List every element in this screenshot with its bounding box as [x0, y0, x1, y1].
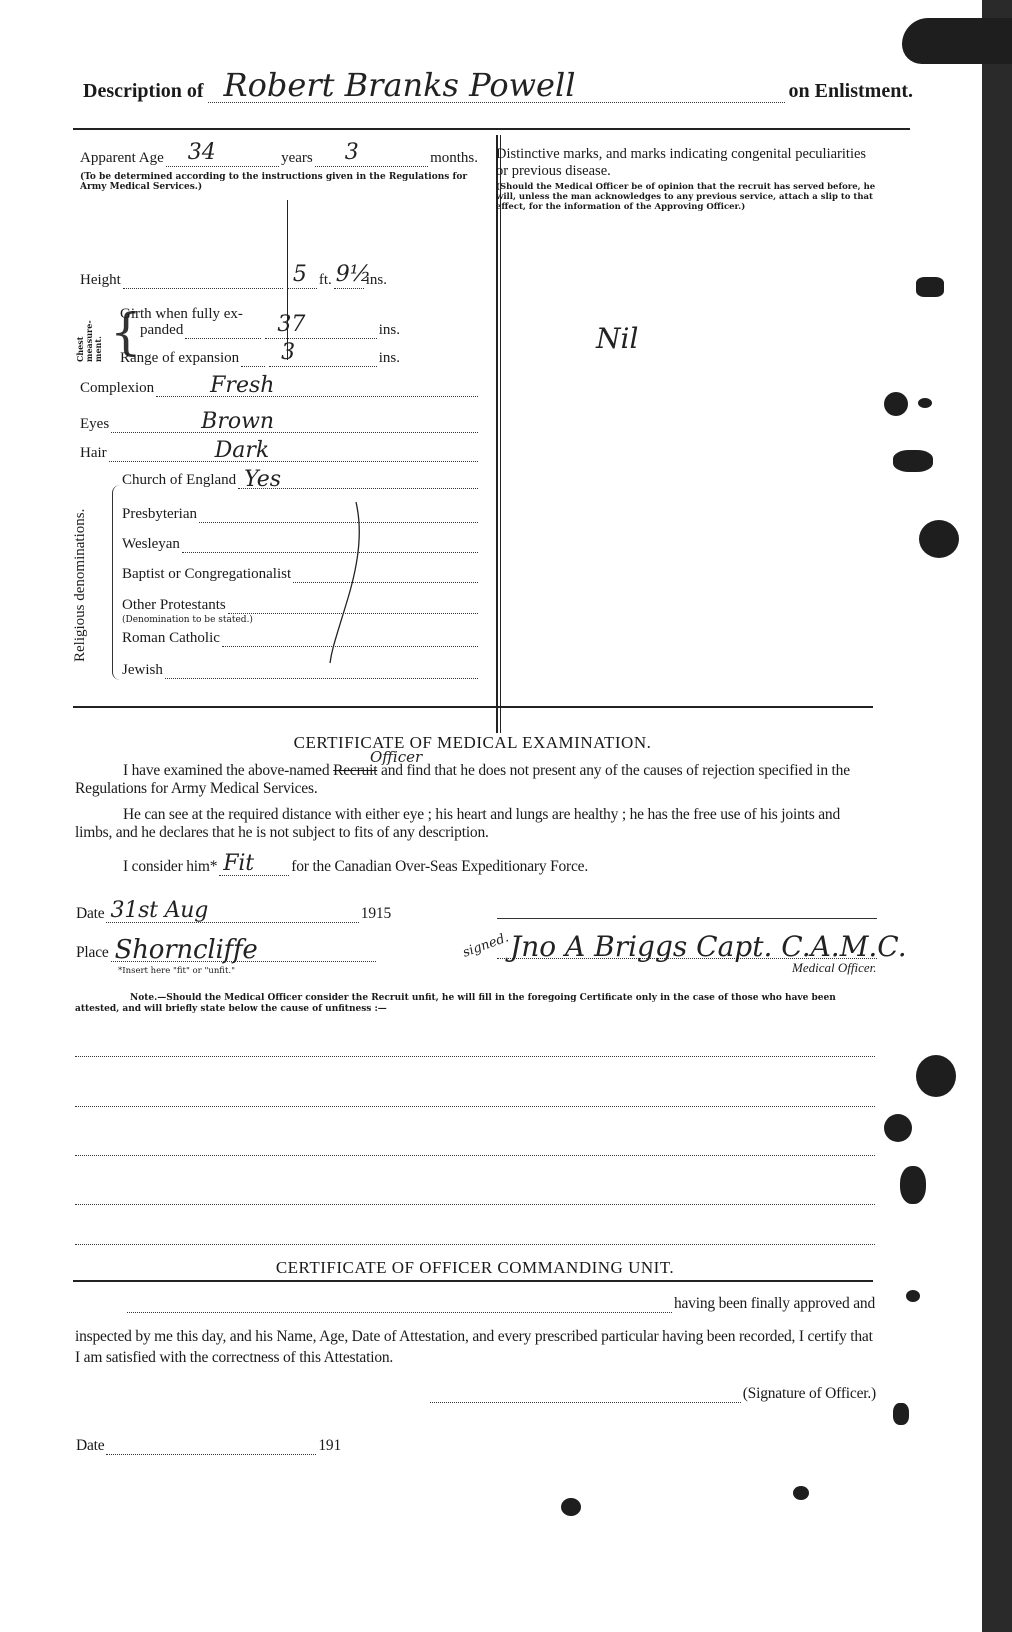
age-instruction-note: (To be determined according to the instructions given in the Regulations for Army Medical Services.): [80, 172, 468, 192]
eyes-value: Brown: [201, 409, 275, 434]
range-ins-label: ins.: [378, 350, 400, 366]
ink-blot: [919, 520, 959, 558]
exam-place-row: [76, 935, 378, 965]
fitness-row: [123, 851, 743, 876]
column-divider-inner: [500, 135, 501, 733]
unfit-note: Note.—Should the Medical Officer consider the Recruit unfit, he will fill in the foregoing Certificate only in the case of those who have been attested, and will briefly state below the cause of unfitness :—: [75, 993, 836, 1014]
signature-line-upper: [497, 918, 877, 919]
inserted-word: Officer: [370, 748, 423, 766]
exam-place-value: Shorncliffe: [114, 935, 258, 965]
religion-side-label: Religious denominations.: [72, 508, 88, 662]
height-ins-field: [334, 262, 372, 289]
complexion-field: [156, 373, 478, 398]
insert-fit-note: *Insert here "fit" or "unfit.": [118, 966, 235, 976]
para1-end: and find that he does not present any of the causes of rejection specified in the Regulations for Army Medical Services.: [75, 762, 850, 797]
medical-para-2: He can see at the required distance with either eye ; his heart and lungs are healthy ; he has the free use of his joints and limbs, and he declares that he is not subject to fits of any description.: [75, 806, 841, 841]
complexion-label: Complexion: [80, 380, 155, 396]
eyes-row: [80, 409, 480, 434]
ink-blot: [900, 1166, 926, 1204]
ink-blot: [916, 277, 944, 297]
medical-para-1: [75, 762, 875, 798]
religion-other-note: (Denomination to be stated.): [122, 615, 253, 625]
girth-label-1: Girth when fully ex-: [120, 306, 243, 322]
ink-blot: [884, 392, 908, 416]
apparent-age-row: [80, 140, 479, 167]
girth-ins-label: ins.: [378, 322, 400, 338]
commanding-cert-title: CERTIFICATE OF OFFICER COMMANDING UNIT.: [275, 1258, 675, 1277]
girth-value: 37: [277, 312, 306, 337]
hair-row: [80, 438, 480, 463]
religion-wesleyan: [122, 536, 480, 553]
exam-date-label: Date: [76, 905, 105, 922]
religion-church-of-england: [122, 467, 480, 492]
fitness-value: Fit: [223, 851, 254, 876]
range-field: [269, 340, 377, 367]
section-divider: [73, 706, 873, 708]
apparent-age-label: Apparent Age: [80, 150, 164, 166]
commanding-date-label: Date: [76, 1437, 105, 1454]
girth-label-2: panded: [140, 322, 184, 338]
officer-signature-label: (Signature of Officer.): [742, 1385, 876, 1402]
name-field: [208, 66, 785, 104]
approved-name-field: [127, 1298, 672, 1313]
exam-date-field: [106, 898, 358, 923]
height-ft-value: 5: [292, 262, 307, 287]
religion-label: Church of England: [122, 472, 237, 488]
unfitness-line-1: [75, 1056, 875, 1057]
complexion-row: [80, 373, 480, 398]
unfitness-line-2: [75, 1106, 875, 1107]
section-divider-2: [73, 1280, 873, 1282]
range-label: Range of expansion: [120, 350, 240, 366]
religion-value: Yes: [244, 467, 282, 492]
hair-label: Hair: [80, 445, 107, 461]
unfitness-line-5: [75, 1244, 875, 1245]
years-label: years: [281, 150, 313, 166]
ink-blot: [884, 1114, 912, 1142]
range-row: [120, 340, 400, 367]
months-label: months.: [430, 150, 479, 166]
marks-note: (Should the Medical Officer be of opinion that the recruit has served before, he will, unless the man acknowledges to any previous service, attach a slip to that effect, for the information of the Approving Officer.): [496, 182, 876, 212]
age-months-value: 3: [344, 140, 359, 165]
exam-year: 1915: [360, 905, 391, 922]
scan-edge-strip: [982, 0, 1012, 1632]
medical-officer-signature: Jno A Briggs Capt. C.A.M.C.: [510, 930, 907, 963]
chest-measurement-label: Chest measure-ment.: [75, 320, 103, 362]
officer-signature-row: [428, 1385, 876, 1403]
medical-cert-title: CERTIFICATE OF MEDICAL EXAMINATION.: [293, 733, 652, 752]
marks-title: Distinctive marks, and marks indicating congenital peculiarities or previous disease.: [496, 146, 867, 179]
approved-row: [125, 1295, 875, 1313]
religion-other-protestants: [122, 597, 480, 614]
religion-label: Roman Catholic: [122, 630, 220, 646]
complexion-value: Fresh: [210, 373, 275, 398]
para1-start: I have examined the above-named: [123, 762, 330, 779]
hair-value: Dark: [214, 438, 270, 463]
ins-label: ins.: [365, 272, 388, 288]
ink-blot: [906, 1290, 920, 1302]
exam-place-field: [111, 935, 376, 965]
officer-signature-field: [430, 1388, 741, 1403]
hair-field: [109, 438, 478, 463]
header-suffix: on Enlistment.: [788, 80, 913, 102]
ink-blot: [916, 1055, 956, 1097]
unfitness-line-3: [75, 1155, 875, 1156]
commanding-year: 191: [318, 1437, 341, 1454]
range-value: 3: [281, 340, 296, 365]
girth-field: [265, 312, 376, 339]
exam-date-value: 31st Aug: [110, 898, 209, 923]
header-prefix: Description of: [83, 80, 204, 102]
scan-blot: [902, 18, 1012, 64]
recruit-name: Robert Branks Powell: [223, 66, 576, 104]
religion-roman-catholic: [122, 630, 480, 647]
ink-blot: [918, 398, 932, 408]
marks-value: Nil: [596, 322, 639, 355]
religion-label: Jewish: [122, 662, 163, 678]
eyes-field: [111, 409, 478, 434]
consider-label: I consider him*: [123, 858, 218, 875]
exam-date-row: [76, 898, 391, 923]
ink-blot: [793, 1486, 809, 1500]
age-months-field: [315, 140, 428, 167]
height-row: [80, 262, 430, 289]
column-divider: [496, 135, 498, 733]
eyes-label: Eyes: [80, 416, 110, 432]
ink-blot: [561, 1498, 581, 1516]
ft-label: ft.: [318, 272, 332, 288]
religion-field: [238, 467, 478, 492]
medical-officer-label: Medical Officer.: [792, 960, 877, 975]
religion-label: Baptist or Congregationalist: [122, 566, 292, 582]
age-years-field: [166, 140, 279, 167]
signed-prefix: signed.: [460, 930, 511, 961]
religion-baptist: [122, 566, 480, 583]
struck-word: Recruit: [333, 762, 378, 779]
religion-label: Other Protestants: [122, 597, 226, 613]
height-ft-field: [287, 262, 317, 289]
religion-label: Presbyterian: [122, 506, 197, 522]
commanding-date-field: [106, 1440, 316, 1455]
religion-brace: [112, 485, 121, 680]
height-label: Height: [80, 272, 121, 288]
age-years-value: 34: [187, 140, 216, 165]
religion-jewish: [122, 662, 480, 679]
ink-blot: [893, 1403, 909, 1425]
document-header: [83, 66, 913, 104]
commanding-para: inspected by me this day, and his Name, Age, Date of Attestation, and every prescribed particular having been recorded, I certify that I am satisfied with the correctness of this Attestation.: [75, 1328, 873, 1366]
ink-blot: [893, 450, 933, 472]
consider-suffix: for the Canadian Over-Seas Expeditionary Force.: [291, 858, 589, 875]
commanding-date-row: [76, 1437, 341, 1455]
ditto-stroke: [320, 498, 370, 668]
header-divider: [73, 128, 910, 130]
unfitness-line-4: [75, 1204, 875, 1205]
height-ins-value: 9½: [335, 262, 372, 287]
fitness-field: [219, 851, 289, 876]
chest-brace: {: [110, 303, 142, 361]
religion-label: Wesleyan: [122, 536, 180, 552]
approved-label: having been finally approved and: [673, 1295, 875, 1312]
religion-presbyterian: [122, 506, 480, 523]
exam-place-label: Place: [76, 944, 109, 961]
